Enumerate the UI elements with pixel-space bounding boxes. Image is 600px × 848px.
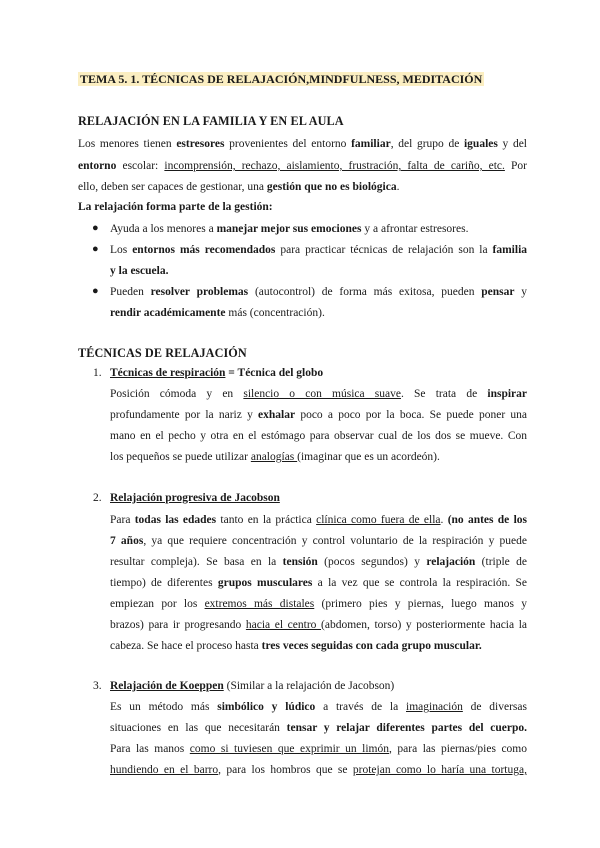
bullet-dot: ● bbox=[92, 243, 99, 255]
item-2-number: 2. bbox=[93, 492, 102, 504]
item-2-line-5: empiezan por los extremos más distales (primero pies y piernas, luego manos y bbox=[110, 598, 527, 610]
item-1-line-4: los pequeños se puede utilizar analogías (imaginar que es un acordeón). bbox=[110, 451, 440, 463]
section-heading-family: RELAJACIÓN EN LA FAMILIA Y EN EL AULA bbox=[78, 114, 344, 128]
bullet-2-line-2: y la escuela. bbox=[110, 265, 169, 277]
item-3-line-4: hundiendo en el barro, para los hombros que se protejan como lo haría una tortuga, bbox=[110, 764, 527, 776]
item-3-number: 3. bbox=[93, 680, 102, 692]
item-2-line-2: 7 años, ya que requiere concentración y control voluntario de la respiración y puede bbox=[110, 535, 527, 547]
item-2-line-4: tiempo) de diferentes grupos musculares a la vez que se controla la respiración. Se bbox=[110, 577, 527, 589]
subheading-relaxation: La relajación forma parte de la gestión: bbox=[78, 201, 273, 213]
intro-line-2: entorno escolar: incomprensión, rechazo, aislamiento, frustración, falta de cariño, etc. Por bbox=[78, 160, 527, 172]
bullet-3-line-2: rendir académicamente más (concentración). bbox=[110, 307, 325, 319]
item-3-line-3: Para las manos como si tuviesen que exprimir un limón, para las piernas/pies como bbox=[110, 743, 527, 755]
item-2-line-1: Para todas las edades tanto en la práctica clínica como fuera de ella. (no antes de los bbox=[110, 514, 527, 526]
item-2-line-3: resultar compleja). Se basa en la tensión (pocos segundos) y relajación (triple de bbox=[110, 556, 528, 568]
item-3-line-1: Es un método más simbólico y lúdico a través de la imaginación de diversas bbox=[110, 701, 527, 713]
bullet-dot: ● bbox=[92, 285, 99, 297]
item-1-number: 1. bbox=[93, 367, 102, 379]
item-2-line-7: cabeza. Se hace el proceso hasta tres veces seguidas con cada grupo muscular. bbox=[110, 640, 482, 652]
item-1-line-3: mano en el pecho y otra en el estómago para observar cual de los dos se mueve. Con bbox=[110, 430, 527, 442]
item-1-line-1: Posición cómoda y en silencio o con música suave. Se trata de inspirar bbox=[110, 388, 527, 400]
item-1-line-2: profundamente por la nariz y exhalar poco a poco por la boca. Se puede poner una bbox=[110, 409, 527, 421]
bullet-1: Ayuda a los menores a manejar mejor sus emociones y a afrontar estresores. bbox=[110, 223, 469, 235]
intro-line-3: ello, deben ser capaces de gestionar, una gestión que no es biológica. bbox=[78, 181, 400, 193]
section-heading-techniques: TÉCNICAS DE RELAJACIÓN bbox=[78, 346, 247, 360]
item-1-title: Técnicas de respiración = Técnica del globo bbox=[110, 367, 324, 379]
item-3-line-2: situaciones en las que necesitarán tensar y relajar diferentes partes del cuerpo. bbox=[110, 722, 527, 734]
bullet-3-line-1: Pueden resolver problemas (autocontrol) de forma más exitosa, pueden pensar y bbox=[110, 286, 528, 298]
intro-line-1: Los menores tienen estresores provenientes del entorno familiar, del grupo de iguales y del bbox=[78, 138, 528, 150]
bullet-dot: ● bbox=[92, 222, 99, 234]
item-2-line-6: brazos) para ir progresando hacia el centro (abdomen, torso) y posteriormente hacia la bbox=[110, 619, 527, 631]
item-3-title: Relajación de Koeppen (Similar a la relajación de Jacobson) bbox=[110, 680, 395, 692]
item-2-title: Relajación progresiva de Jacobson bbox=[110, 492, 280, 504]
bullet-2-line-1: Los entornos más recomendados para practicar técnicas de relajación son la familia bbox=[110, 244, 528, 256]
document-title: TEMA 5. 1. TÉCNICAS DE RELAJACIÓN,MINDFULNESS, MEDITACIÓN bbox=[80, 72, 483, 86]
